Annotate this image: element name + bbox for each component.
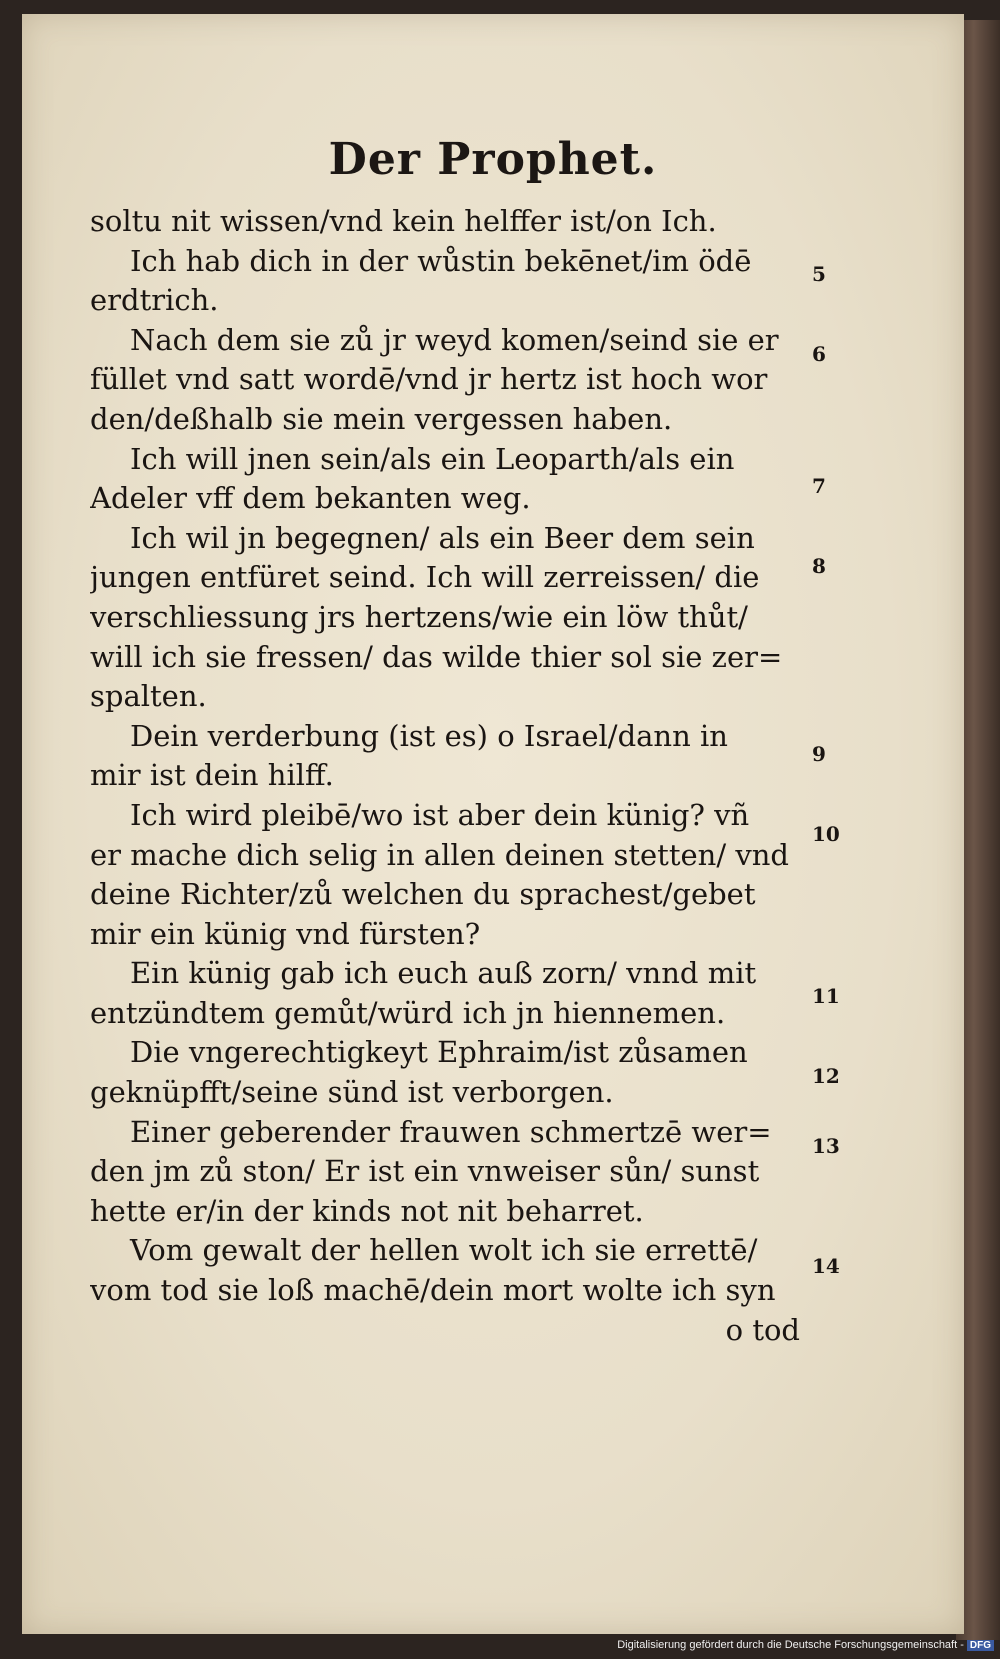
verse-number: 6 <box>812 342 826 366</box>
text-line: spalten. <box>90 679 207 714</box>
text-block <box>90 202 810 1350</box>
text-line: Dein verderbung (ist es) o Israel/dann in <box>130 718 728 753</box>
text-line: mir ist dein hilff. <box>90 758 334 793</box>
text-line: entzündtem gemůt/würd ich jn hiennemen. <box>90 995 726 1030</box>
text-line: Ein künig gab ich euch auß zorn/ vnnd mit <box>130 956 757 991</box>
text-line: Die vngerechtigkeyt Ephraim/ist zůsamen <box>130 1035 748 1070</box>
verse-number: 14 <box>812 1254 840 1278</box>
footer-text: Digitalisierung gefördert durch die Deutsche Forschungsgemeinschaft - <box>617 1639 964 1651</box>
verse-number: 8 <box>812 554 826 578</box>
verse-number: 11 <box>812 984 840 1008</box>
text-line: Nach dem sie zů jr weyd komen/seind sie er <box>130 322 779 357</box>
text-line: er mache dich selig in allen deinen stetten/ vnd <box>90 837 789 872</box>
verse-number: 12 <box>812 1064 840 1088</box>
text-line: den/deßhalb sie mein vergessen haben. <box>90 401 673 436</box>
text-line: füllet vnd satt wordē/vnd jr hertz ist hoch wor <box>90 362 768 397</box>
verse-number: 10 <box>812 822 840 846</box>
verse-number: 9 <box>812 742 826 766</box>
text-line: Adeler vff dem bekanten weg. <box>90 481 531 516</box>
text-line: mir ein künig vnd fürsten? <box>90 916 481 951</box>
text-line: soltu nit wissen/vnd kein helffer ist/on Ich. <box>90 204 717 238</box>
text-line: deine Richter/zů welchen du sprachest/gebet <box>90 877 756 912</box>
verse-number: 5 <box>812 262 826 286</box>
text-line: Einer geberender frauwen schmertzē wer= <box>130 1114 772 1149</box>
text-line: den jm zů ston/ Er ist ein vnweiser sůn/ sunst <box>90 1154 760 1189</box>
text-line: erdtrich. <box>90 283 219 318</box>
text-line: Ich wil jn begegnen/ als ein Beer dem sein <box>130 520 755 555</box>
page-header: Der Prophet. <box>328 134 658 185</box>
book-page <box>22 14 964 1634</box>
catchword: o tod <box>725 1312 800 1347</box>
text-line: will ich sie fressen/ das wilde thier sol sie zer= <box>90 639 783 674</box>
text-line: verschliessung jrs hertzens/wie ein löw thůt/ <box>90 599 748 634</box>
text-line: Ich hab dich in der wůstin bekēnet/im ödē <box>130 243 752 278</box>
dfg-logo: DFG <box>967 1640 994 1651</box>
verse-number: 13 <box>812 1134 840 1158</box>
text-line: vom tod sie loß machē/dein mort wolte ich syn <box>90 1273 776 1308</box>
text-line: jungen entfüret seind. Ich will zerreissen/ die <box>90 560 760 595</box>
verse-number: 7 <box>812 474 826 498</box>
footer-credit <box>617 1639 994 1651</box>
text-line: hette er/in der kinds not nit beharret. <box>90 1193 644 1228</box>
text-line: Vom gewalt der hellen wolt ich sie errettē/ <box>130 1233 758 1268</box>
text-line: geknüpfft/seine sünd ist verborgen. <box>90 1075 614 1110</box>
text-line: Ich will jnen sein/als ein Leoparth/als ein <box>130 441 735 476</box>
text-line: Ich wird pleibē/wo ist aber dein künig? vñ <box>130 797 750 832</box>
